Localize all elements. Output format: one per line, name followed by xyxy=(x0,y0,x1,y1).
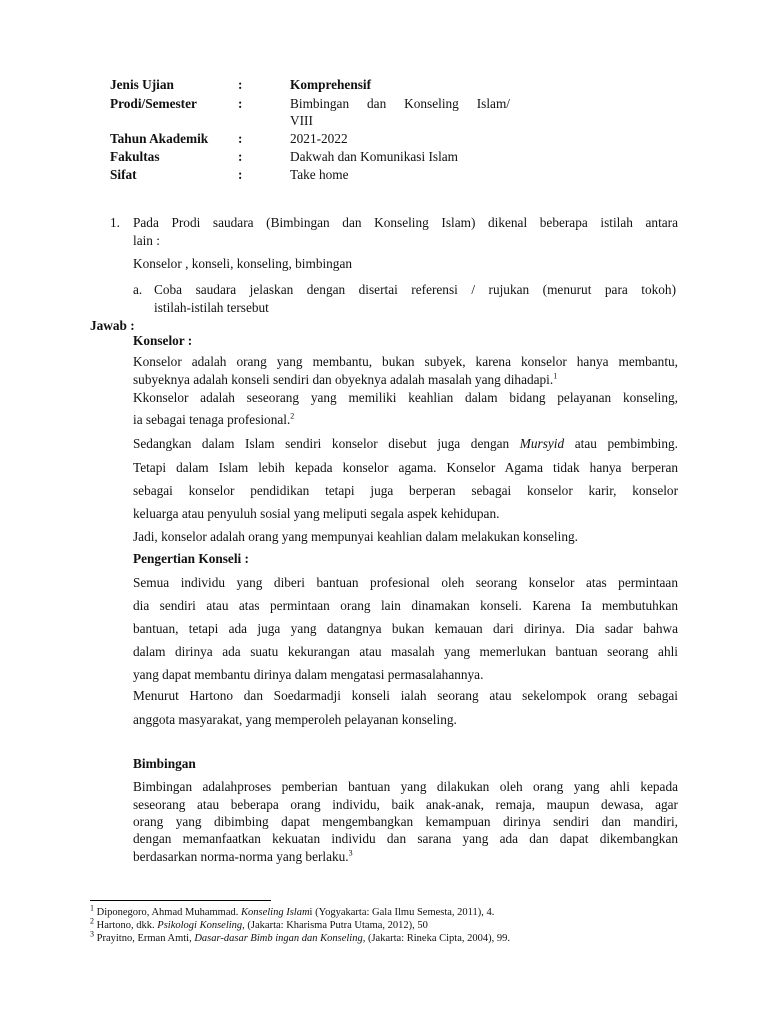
konselor-paragraph-2-line-1: Kkonselor adalah seseorang yang memiliki keahlian dalam bidang pelayanan konseling, xyxy=(133,390,678,405)
bimbingan-line-5: berdasarkan norma-norma yang berlaku.$^3$ xyxy=(133,848,353,864)
header-value-fakultas: Dakwah dan Komunikasi Islam xyxy=(290,149,459,164)
header-value-jenis-ujian: Komprehensif xyxy=(290,77,372,92)
konselor-paragraph-3-line-1: Sedangkan dalam Islam sendiri konselor disebut juga dengan Mursyid atau pembimbing. xyxy=(133,436,678,451)
header-colon: : xyxy=(238,131,243,146)
konselor-heading: Konselor : xyxy=(133,333,193,348)
question-line-1: Pada Prodi saudara (Bimbingan dan Konseling Islam) dikenal beberapa istilah antara xyxy=(133,215,678,230)
bimbingan-line-2: seseorang atau beberapa orang individu, baik anak-anak, remaja, maupun dewasa, agar xyxy=(133,797,678,812)
konseli-heading: Pengertian Konseli : xyxy=(133,551,249,566)
konselor-paragraph-3-line-3: sebagai konselor pendidikan tetapi juga berperan sebagai konselor karir, konselor xyxy=(133,483,678,498)
footnote-ref-1: 1 xyxy=(553,371,558,381)
header-label-sifat: Sifat xyxy=(110,167,137,182)
header-label-fakultas: Fakultas xyxy=(110,149,160,164)
header-label-jenis-ujian: Jenis Ujian xyxy=(110,77,174,92)
question-terms: Konselor , konseli, konseling, bimbingan xyxy=(133,256,353,271)
konseli-paragraph-1-line-4: dalam dirinya ada suatu kekurangan atau masalah yang memerlukan bantuan seorang ahli xyxy=(133,644,678,659)
footnote-separator xyxy=(90,900,271,901)
header-colon: : xyxy=(238,96,243,111)
footnote-3: $^3$ Prayitno, Erman Amti, Dasar-dasar Bimb ingan dan Konseling, (Jakarta: Rineka Cipta, 2004), 99. xyxy=(90,929,510,944)
answer-label: Jawab : xyxy=(90,318,135,333)
subquestion-marker: a. xyxy=(133,282,143,297)
konselor-paragraph-3-line-2: Tetapi dalam Islam lebih kepada konselor agama. Konselor Agama tidak hanya berperan xyxy=(133,460,678,475)
konseli-paragraph-1-line-1: Semua individu yang diberi bantuan profesional oleh seorang konselor atas permintaan xyxy=(133,575,678,590)
header-value-semester: VIII xyxy=(290,113,313,128)
footnote-ref-3: 3 xyxy=(348,848,353,858)
konseli-paragraph-1-line-3: bantuan, tetapi ada juga yang datangnya bukan kemauan dari dirinya. Dia sadar bahwa xyxy=(133,621,678,636)
konselor-paragraph-1-line-2: subyeknya adalah konseli sendiri dan obyeknya adalah masalah yang dihadapi.$^1$ xyxy=(133,371,558,387)
bimbingan-heading: Bimbingan xyxy=(133,756,196,771)
konselor-conclusion: Jadi, konselor adalah orang yang mempunyai keahlian dalam melakukan konseling. xyxy=(133,529,578,544)
bimbingan-line-1: Bimbingan adalahproses pemberian bantuan yang dilakukan oleh orang yang ahli kepada xyxy=(133,779,678,794)
header-value-prodi: Bimbingan dan Konseling Islam/ xyxy=(290,96,510,111)
footnote-ref-2: 2 xyxy=(290,411,295,421)
header-colon: : xyxy=(238,167,243,182)
header-label-tahun: Tahun Akademik xyxy=(110,131,209,146)
subquestion-line-2: istilah-istilah tersebut xyxy=(154,300,269,315)
header-colon: : xyxy=(238,77,243,92)
subquestion-line-1: Coba saudara jelaskan dengan disertai referensi / rujukan (menurut para tokoh) xyxy=(154,282,676,297)
konselor-paragraph-1-line-1: Konselor adalah orang yang membantu, bukan subyek, karena konselor hanya membantu, xyxy=(133,354,678,369)
footnote-1: $^1$ Diponegoro, Ahmad Muhammad. Konseling Islami (Yogyakarta: Gala Ilmu Semesta, 2011), 4. xyxy=(90,903,495,918)
konseli-paragraph-2-line-1: Menurut Hartono dan Soedarmadji konseli ialah seorang atau sekelompok orang sebagai xyxy=(133,688,678,703)
bimbingan-line-4: dengan memanfaatkan kekuatan individu dan sarana yang ada dan dapat dikembangkan xyxy=(133,831,678,846)
konselor-paragraph-2-line-2: ia sebagai tenaga profesional.$^2$ xyxy=(133,411,295,427)
konseli-paragraph-1-line-2: dia sendiri atau atas permintaan orang lain dinamakan konseli. Karena Ia membutuhkan xyxy=(133,598,678,613)
header-value-tahun: 2021-2022 xyxy=(290,131,348,146)
konseli-paragraph-1-line-5: yang dapat membantu dirinya dalam mengatasi permasalahannya. xyxy=(133,667,484,682)
footnote-2: $^2$ Hartono, dkk. Psikologi Konseling, (Jakarta: Kharisma Putra Utama, 2012), 50 xyxy=(90,916,428,931)
konseli-paragraph-2-line-2: anggota masyarakat, yang memperoleh pelayanan konseling. xyxy=(133,712,457,727)
question-line-2: lain : xyxy=(133,233,160,248)
header-label-prodi: Prodi/Semester xyxy=(110,96,197,111)
header-colon: : xyxy=(238,149,243,164)
bimbingan-line-3: orang yang dibimbing dapat mengembangkan kemampuan dirinya sendiri dan mandiri, xyxy=(133,814,678,829)
konselor-paragraph-3-line-4: keluarga atau penyuluh sosial yang meliputi segala aspek kehidupan. xyxy=(133,506,500,521)
header-value-sifat: Take home xyxy=(290,167,349,182)
question-number: 1. xyxy=(110,215,120,230)
